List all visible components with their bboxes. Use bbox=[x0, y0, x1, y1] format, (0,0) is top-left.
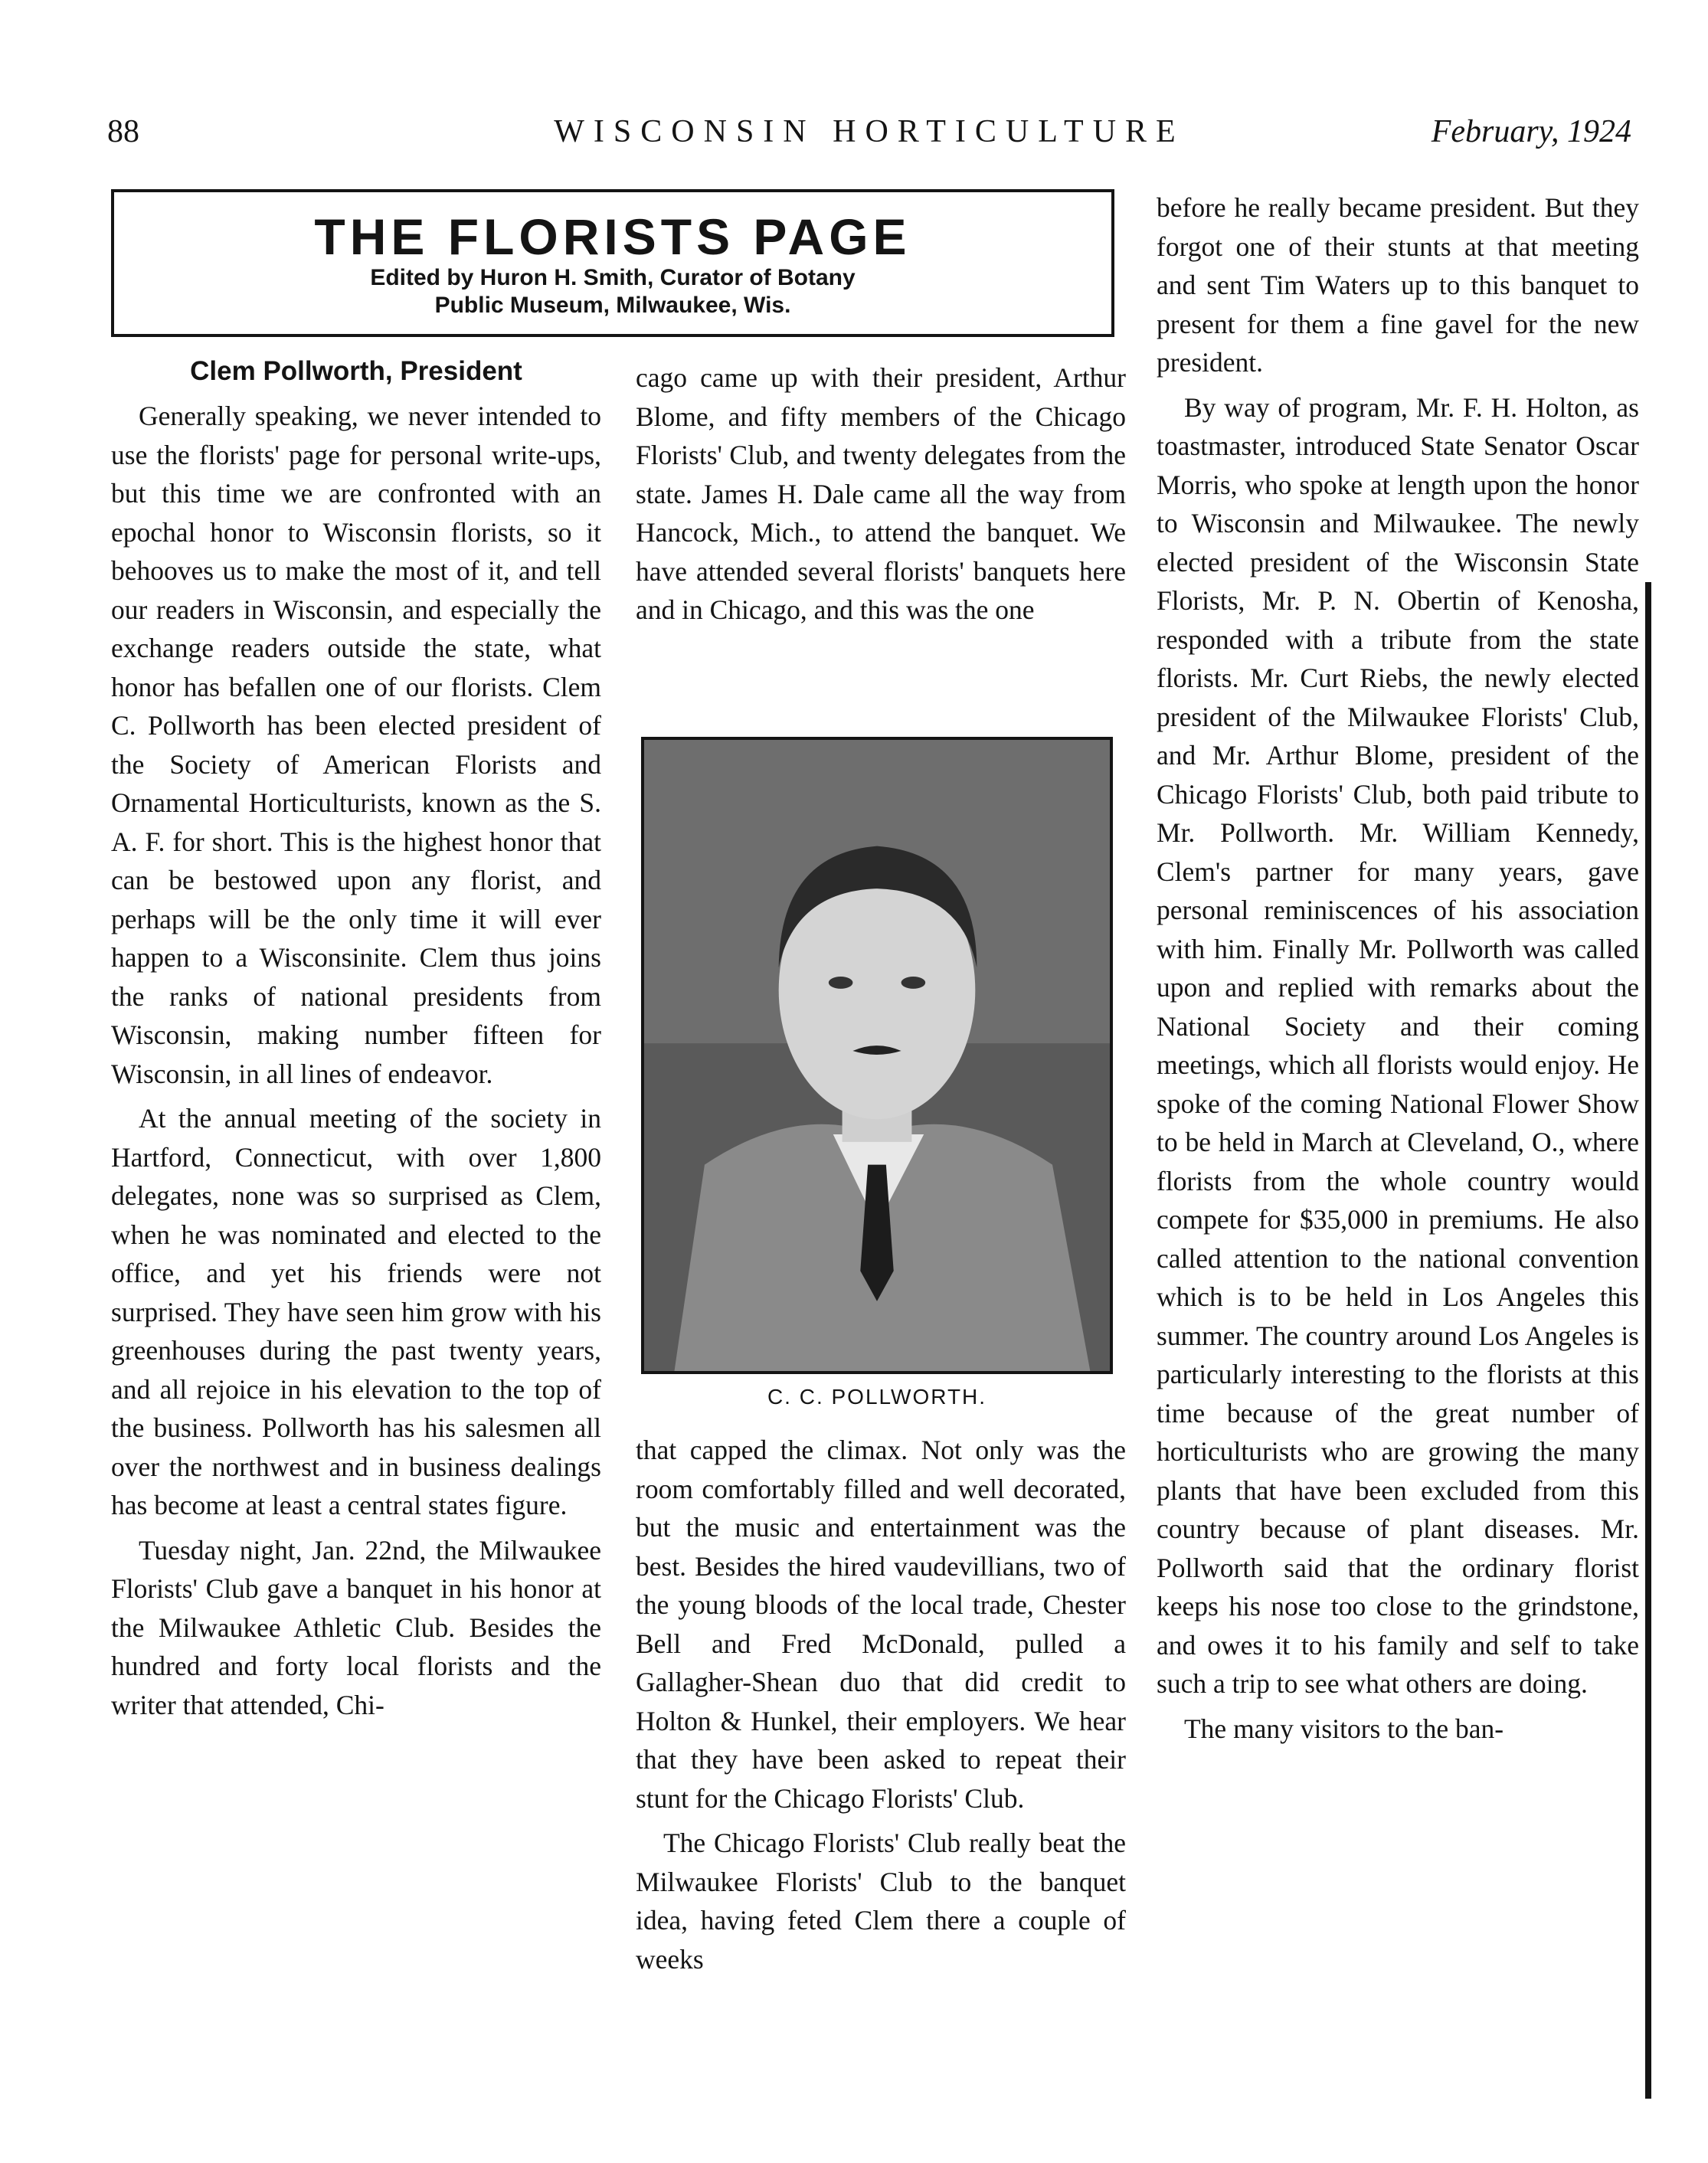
journal-title: WISCONSIN HORTICULTURE bbox=[554, 114, 1185, 149]
margin-rule bbox=[1645, 582, 1651, 2099]
page-title: THE FLORISTS PAGE bbox=[314, 208, 911, 265]
column-2-top bbox=[636, 358, 1126, 630]
issue-date: February, 1924 bbox=[1431, 114, 1631, 149]
editor-line-1: Edited by Huron H. Smith, Curator of Botany bbox=[370, 265, 856, 290]
column-1 bbox=[111, 397, 601, 1724]
paragraph: before he really became president. But they forgot one of their stunts at that meeting and sent Tim Waters up to this banquet to present for them a fine gavel for the new president. bbox=[1157, 192, 1639, 378]
paragraph: cago came up with their president, Arthur Blome, and fifty members of the Chicago Florists' Club, and twenty delegates from the state. James H. Dale came all the way from Hancock, Mich., to attend the banquet. We have attended several florists' banquets here and in Chicago, and this was the one bbox=[636, 362, 1126, 625]
paragraph: Generally speaking, we never intended to use the florists' page for personal write-ups, but this time we are confronted with an epochal honor to Wisconsin florists, so it behooves us to make the most of it, and tell our readers in Wisconsin, and especially the exchange readers outside the state, what honor has befallen one of our florists. Clem C. Pollworth has been elected president of the Society of American Florists and Ornamental Horticulturists, known as the S. A. F. for short. This is the highest honor that can be bestowed upon any florist, and perhaps will be the only time it will ever happen to a Wisconsinite. Clem thus joins the ranks of national presidents from Wisconsin, making number fifteen for Wisconsin, in all lines of endeavor. bbox=[111, 401, 601, 1089]
paragraph: By way of program, Mr. F. H. Holton, as toastmaster, introduced State Senator Oscar Morris, who spoke at length upon the honor to Wisconsin and Milwaukee. The newly elected president of the Wisconsin State Florists, Mr. P. N. Obertin of Kenosha, responded with a tribute from the state florists. Mr. Curt Riebs, the newly elected president of the Milwaukee Florists' Club, and Mr. Arthur Blome, president of the Chicago Florists' Club, both paid tribute to Mr. Pollworth. Mr. William Kennedy, Clem's partner for many years, gave personal reminiscences of his association with him. Finally Mr. Pollworth was called upon and replied with remarks about the National Society and their coming meetings, which all florists would enjoy. He spoke of the coming National Flower Show to be held in March at Cleveland, O., where florists from the whole country would compete for $35,000 in premiums. He also called attention to the national convention which is to be held in Los Angeles this summer. The country around Los Angeles is particularly interesting to the florists at this time because of the great number of horticulturists who are growing the many plants that have been excluded from this country because of plant diseases. Mr. Pollworth said that the ordinary florist keeps his nose too close to the grindstone, and owes it to his family and self to take such a trip to see what others are doing. bbox=[1157, 391, 1639, 1699]
title-box bbox=[111, 189, 1114, 337]
column-2-bottom bbox=[636, 1431, 1126, 1978]
article-heading: Clem Pollworth, President bbox=[190, 356, 522, 386]
photo-caption: C. C. POLLWORTH. bbox=[767, 1385, 987, 1409]
portrait-illustration bbox=[644, 740, 1110, 1371]
page-number: 88 bbox=[107, 114, 139, 149]
running-head bbox=[107, 113, 1631, 159]
column-3 bbox=[1157, 188, 1639, 1748]
paragraph: The many visitors to the ban- bbox=[1184, 1713, 1504, 1744]
portrait-photo bbox=[641, 737, 1113, 1374]
paragraph: The Chicago Florists' Club really beat the Milwaukee Florists' Club to the banquet idea, having feted Clem there a couple of weeks bbox=[636, 1828, 1126, 1975]
paragraph: Tuesday night, Jan. 22nd, the Milwaukee Florists' Club gave a banquet in his honor at the Milwaukee Athletic Club. Besides the hundred and forty local florists and the writer that attended, Chi- bbox=[111, 1534, 601, 1720]
editor-line-2: Public Museum, Milwaukee, Wis. bbox=[434, 293, 791, 318]
paragraph: that capped the climax. Not only was the room comfortably filled and well decorated, but the music and entertainment was the best. Besides the hired vaudevillians, two of the young bloods of the local trade, Chester Bell and Fred McDonald, pulled a Gallagher-Shean duo that did credit to Holton & Hunkel, their employers. We hear that they have been asked to repeat their stunt for the Chicago Florists' Club. bbox=[636, 1435, 1126, 1814]
paragraph: At the annual meeting of the society in Hartford, Connecticut, with over 1,800 delegates, none was so surprised as Clem, when he was nominated and elected to the office, and yet his friends were not surprised. They have seen him grow with his greenhouses during the past twenty years, and all rejoice in his elevation to the top of the business. Pollworth has his salesmen all over the northwest and in business dealings has become at least a central states figure. bbox=[111, 1103, 601, 1520]
